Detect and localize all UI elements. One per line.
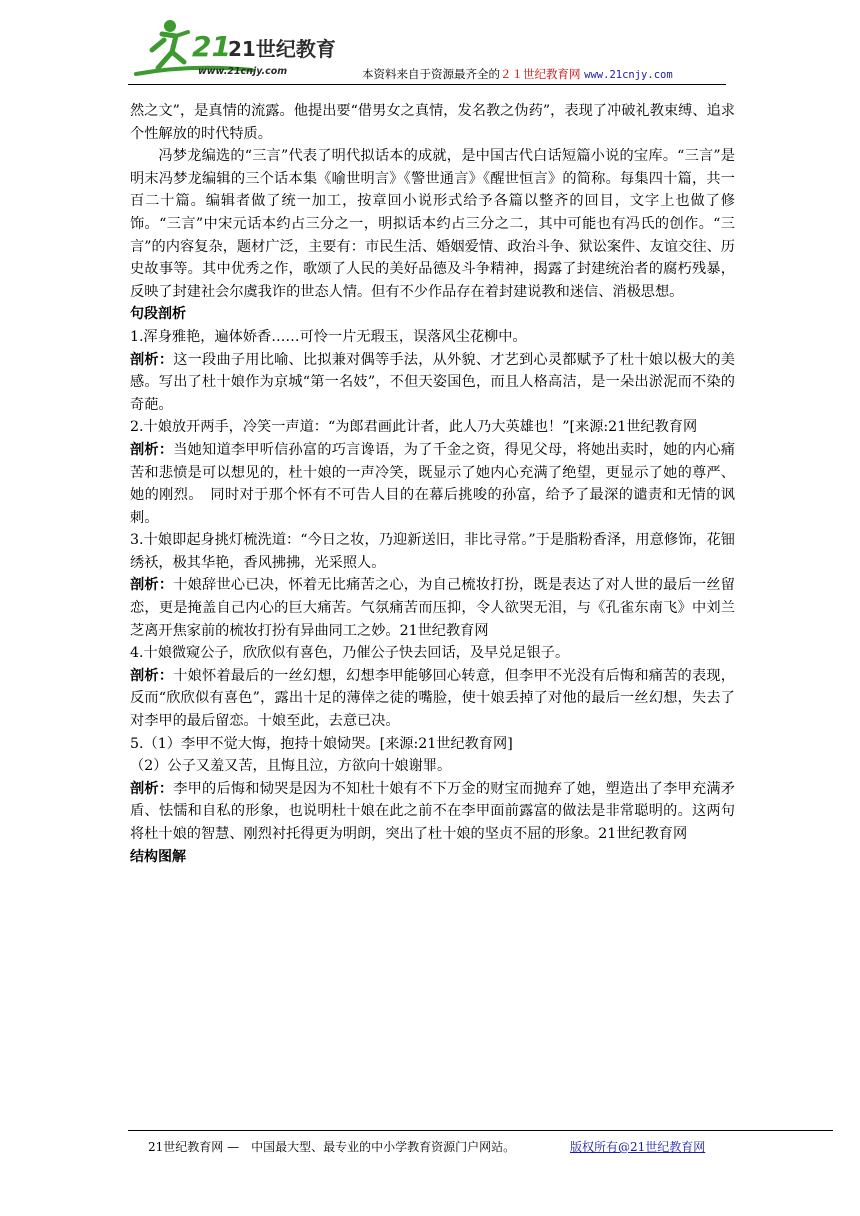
svg-text:21: 21 xyxy=(192,30,231,63)
body-paragraph: 冯梦龙编选的“三言”代表了明代拟话本的成就，是中国古代白话短篇小说的宝库。“三言”是明末冯梦龙编辑的三个话本集《喻世明言》《警世通言》《醒世恒言》的简称。每集四十篇，共一百二十篇。编辑者做了统一加工，按章回小说形式给予各篇以整齐的回目，文字上也做了修饰。“三言”中宋元话本约占三分之一，明拟话本约占三分之二，其中可能也有冯氏的创作。“三言”的内容复杂，题材广泛，主要有：市民生活、婚姻爱情、政治斗争、狱讼案件、友谊交往、历史故事等。其中优秀之作，歌颂了人民的美好品德及斗争精神，揭露了封建统治者的腐朽残暴，反映了封建社会尔虞我诈的世态人情。但有不少作品存在着封建说教和迷信、消极思想。 xyxy=(130,148,735,300)
quote-item: （2）公子又羞又苦，且悔且泣，方欲向十娘谢罪。 xyxy=(130,758,452,775)
page-footer xyxy=(148,1138,706,1155)
body-paragraph: 然之文”，是真情的流露。他提出要“借男女之真情，发名教之伪药”，表现了冲破礼教束缚、追求个性解放的时代特质。 xyxy=(130,103,735,142)
header-note xyxy=(362,66,673,82)
analysis-text: 李甲的后悔和恸哭是因为不知杜十娘有不下万金的财宝而抛弃了她，塑造出了李甲充满矛盾、怯懦和自私的形象，也说明杜十娘在此之前不在李甲面前露富的做法是非常聪明的。这两句将杜十娘的智慧、刚烈衬托得更为明朗，突出了杜十娘的坚贞不屈的形象。21世纪教育网 xyxy=(130,780,735,842)
quote-item: 1.浑身雅艳，遍体娇香……可怜一片无瑕玉，误落风尘花柳中。 xyxy=(130,328,527,345)
analysis-paragraph xyxy=(130,778,735,846)
analysis-text: 十娘怀着最后的一丝幻想，幻想李甲能够回心转意，但李甲不光没有后悔和痛苦的表现，反而“欣欣似有喜色”，露出十足的薄倖之徒的嘴脸，使十娘丢掉了对他的最后一丝幻想，失去了对李甲的最后留恋。十娘至此，去意已决。 xyxy=(130,667,735,730)
analysis-paragraph xyxy=(130,349,735,417)
analysis-label: 剖析： xyxy=(130,351,174,368)
quote-item: 3.十娘即起身挑灯梳洗道：“今日之妆，乃迎新送旧，非比寻常。”于是脂粉香泽，用意修饰，花钿绣袄，极其华艳，香风拂拂，光采照人。 xyxy=(130,532,735,571)
runner-logo-icon xyxy=(132,12,342,84)
analysis-label: 剖析： xyxy=(130,441,174,458)
footer-text: 21世纪教育网 — 中国最大型、最专业的中小学教育资源门户网站。 xyxy=(148,1140,516,1154)
analysis-text: 十娘辞世心已决，怀着无比痛苦之心，为自己梳妆打扮，既是表达了对人世的最后一丝留恋，更是掩盖自己内心的巨大痛苦。气氛痛苦而压抑，令人欲哭无泪，与《孔雀东南飞》中刘兰芝离开焦家前的梳妆打扮有异曲同工之妙。21世纪教育网 xyxy=(130,577,735,639)
analysis-label: 剖析： xyxy=(130,667,174,684)
header-divider xyxy=(128,84,726,85)
analysis-label: 剖析： xyxy=(130,577,174,594)
analysis-paragraph xyxy=(130,665,735,733)
analysis-paragraph xyxy=(130,574,735,642)
logo-text: 21世纪教育 xyxy=(228,37,336,61)
analysis-text: 这一段曲子用比喻、比拟兼对偶等手法，从外貌、才艺到心灵都赋予了杜十娘以极大的美感。写出了杜十娘作为京城“第一名妓”，不但天姿国色，而且人格高洁，是一朵出淤泥而不染的奇葩。 xyxy=(130,351,735,413)
analysis-paragraph xyxy=(130,439,735,529)
document-body xyxy=(130,100,735,868)
page-header xyxy=(0,0,860,92)
footer-divider xyxy=(128,1130,833,1131)
header-site-link[interactable]: ２１世纪教育网 xyxy=(500,67,581,81)
quote-item: 5.（1）李甲不觉大悔，抱持十娘恸哭。[来源:21世纪教育网] xyxy=(130,735,513,752)
section-heading-analysis: 句段剖析 xyxy=(130,306,186,323)
copyright-link[interactable]: 版权所有@21世纪教育网 xyxy=(570,1140,706,1154)
logo-url: www.21cnjy.com xyxy=(198,66,288,77)
analysis-text: 当她知道李甲听信孙富的巧言谗语，为了千金之资，得见父母，将她出卖时，她的内心痛苦和悲愤是可以想见的，杜十娘的一声冷笑，既显示了她内心充满了绝望，更显示了她的尊严、她的刚烈。 同时对于那个怀有不可告人目的在幕后挑唆的孙富，给予了最深的谴责和无情的讽刺。 xyxy=(130,441,735,526)
analysis-label: 剖析： xyxy=(130,780,174,797)
quote-item: 4.十娘微窥公子，欣欣似有喜色，乃催公子快去回话，及早兑足银子。 xyxy=(130,645,570,662)
section-heading-structure: 结构图解 xyxy=(130,848,186,865)
site-logo xyxy=(132,12,342,84)
header-url-link[interactable]: www.21cnjy.com xyxy=(584,69,673,81)
header-note-prefix: 本资料来自于资源最齐全的 xyxy=(362,67,500,81)
quote-item: 2.十娘放开两手，冷笑一声道：“为郎君画此计者，此人乃大英雄也！”[来源:21世纪教育网 xyxy=(130,419,698,436)
